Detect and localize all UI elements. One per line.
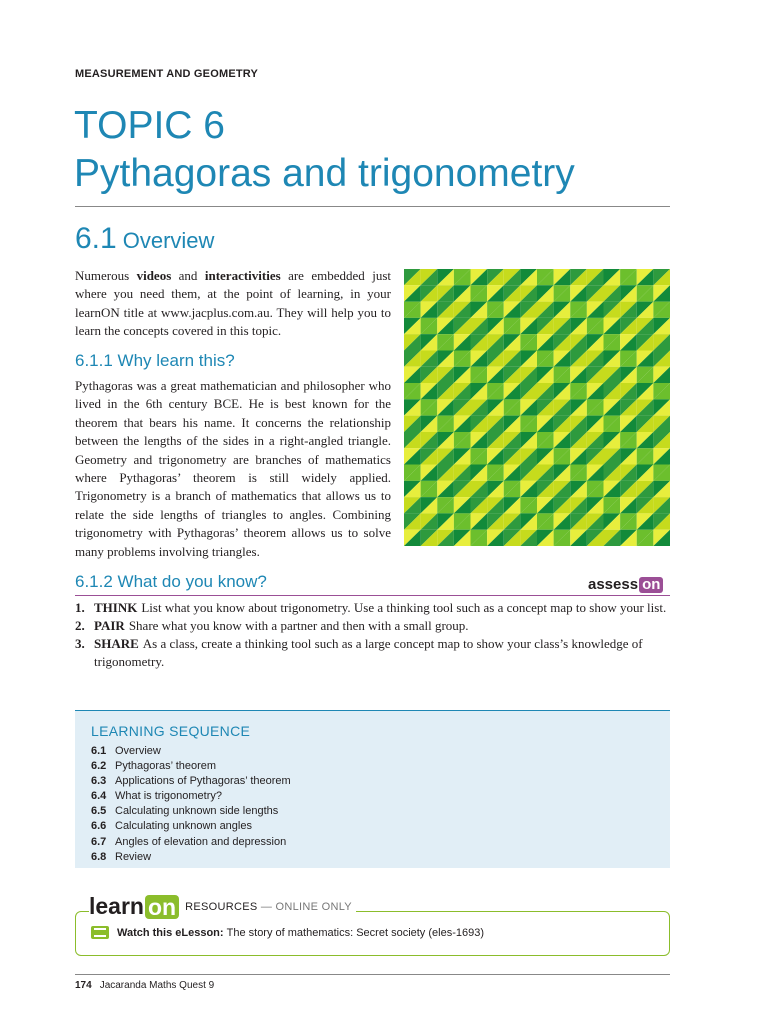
online-only-text: — ONLINE ONLY <box>260 900 352 913</box>
sequence-label: Review <box>115 850 152 863</box>
step-item <box>75 617 675 635</box>
divider <box>75 206 670 207</box>
sequence-label: Angles of elevation and depression <box>115 835 287 848</box>
page-number: 174 <box>75 980 92 991</box>
sequence-number: 6.5 <box>91 805 107 818</box>
step-item <box>75 635 675 671</box>
decorative-triangle-pattern <box>404 269 670 546</box>
sequence-number: 6.7 <box>91 835 107 848</box>
sequence-item <box>91 759 291 774</box>
sequence-item <box>91 774 291 789</box>
intro-bold-interactivities: interactivities <box>204 268 281 283</box>
assess-divider <box>75 595 670 596</box>
steps-list <box>75 599 675 671</box>
resource-link[interactable]: The story of mathematics: Secret society (eles-1693) <box>226 926 485 939</box>
sequence-number: 6.6 <box>91 820 107 833</box>
page-footer <box>75 980 214 991</box>
sequence-number: 6.2 <box>91 760 107 773</box>
why-heading: 6.1.1 Why learn this? <box>75 351 235 370</box>
step-number: 3. <box>75 636 85 651</box>
overview-heading <box>75 224 214 254</box>
sequence-item <box>91 804 291 819</box>
step-keyword: SHARE <box>94 636 139 651</box>
step-number: 1. <box>75 600 85 615</box>
step-number: 2. <box>75 618 85 633</box>
sequence-item <box>91 835 291 850</box>
sequence-number: 6.3 <box>91 775 107 788</box>
sequence-number: 6.1 <box>91 745 107 757</box>
intro-text-1: Numerous <box>75 268 137 283</box>
why-paragraph: Pythagoras was a great mathematician and philosopher who lived in the 6th century BCE. He is best known for the theorem that bears his name. It concerns the relationship between the lengths of the sides in a right-angled triangle. Geometry and trigonometry are branches of mathematics where Pythagoras’ theorem is still widely applied. Trigonometry is a branch of mathematics that allows us to relate the side lengths of triangles to angles. Combining trigonometry with Pythagoras’ theorem allows us to solve many problems involving triangles. <box>75 378 391 559</box>
assess-text: assess <box>588 576 639 593</box>
step-item <box>75 599 675 617</box>
sequence-item <box>91 789 291 804</box>
step-keyword: THINK <box>94 600 138 615</box>
step-text: As a class, create a thinking tool such as a large concept map to show your class’s knowledge of trigonometry. <box>94 636 643 669</box>
overview-title: Overview <box>122 228 215 253</box>
sequence-label: Overview <box>115 745 161 757</box>
sequence-item <box>91 744 291 759</box>
footer-divider <box>75 974 670 975</box>
intro-bold-videos: videos <box>136 268 172 283</box>
sequence-item <box>91 819 291 834</box>
topic-title: Pythagoras and trigonometry <box>74 152 575 195</box>
intro-paragraph <box>75 267 391 341</box>
learn-on-badge: on <box>145 895 179 919</box>
resources-label-text: RESOURCES <box>185 900 258 913</box>
sequence-label: Calculating unknown angles <box>115 820 252 833</box>
step-keyword: PAIR <box>94 618 125 633</box>
sequence-number: 6.4 <box>91 790 107 803</box>
step-text: List what you know about trigonometry. Use a thinking tool such as a concept map to show your list. <box>141 600 667 615</box>
topic-number: TOPIC 6 <box>74 104 225 147</box>
learn-text: learn <box>89 893 144 919</box>
resources-label <box>185 901 352 913</box>
section-kicker: MEASUREMENT AND GEOMETRY <box>75 68 259 80</box>
learning-sequence-box <box>75 710 670 868</box>
intro-text-2: and <box>171 268 205 283</box>
sequence-item <box>91 850 291 865</box>
assess-on-badge: on <box>639 577 663 593</box>
sequence-number: 6.8 <box>91 850 107 863</box>
learning-sequence-list <box>91 744 291 865</box>
assesson-logo <box>588 576 663 593</box>
sequence-label: Pythagoras’ theorem <box>115 760 217 773</box>
film-icon <box>91 926 109 939</box>
resource-lead: Watch this eLesson: <box>117 926 224 939</box>
sequence-label: What is trigonometry? <box>115 790 222 803</box>
learning-sequence-title: LEARNING SEQUENCE <box>91 723 251 739</box>
know-heading: 6.1.2 What do you know? <box>75 572 267 591</box>
overview-number: 6.1 <box>75 222 117 255</box>
sequence-label: Calculating unknown side lengths <box>115 805 279 818</box>
sequence-label: Applications of Pythagoras’ theorem <box>115 775 291 788</box>
intro-text-3: are embedded just where you need them, at the point of learning, in your learnON title at www.jacplus.com.au. They will help you to learn the concepts covered in this topic. <box>75 268 391 339</box>
resource-item[interactable] <box>91 926 484 939</box>
learnon-logo <box>89 893 356 920</box>
book-title: Jacaranda Maths Quest 9 <box>99 980 215 991</box>
step-text: Share what you know with a partner and then with a small group. <box>128 618 469 633</box>
